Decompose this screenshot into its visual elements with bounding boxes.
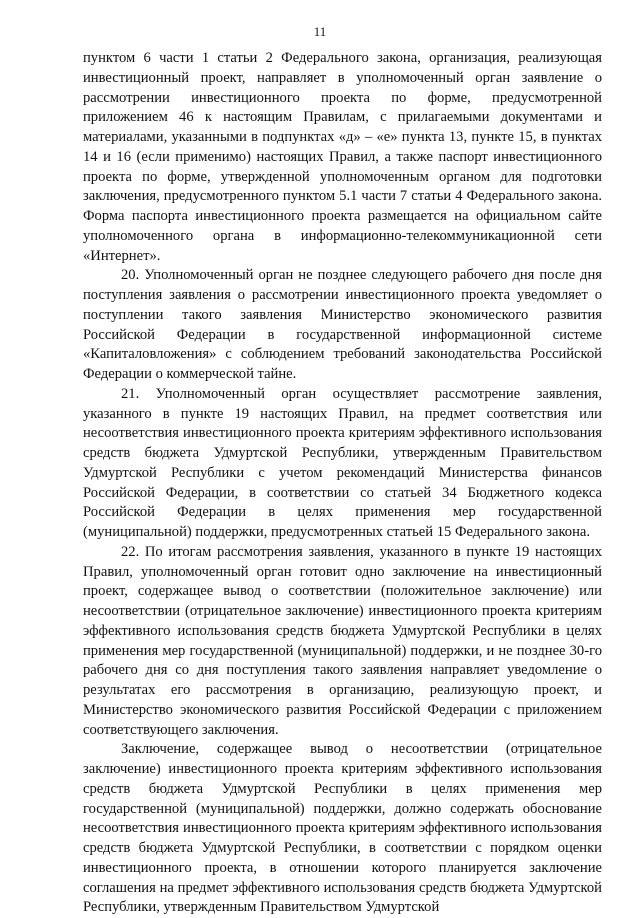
paragraph-22: 22. По итогам рассмотрения заявления, указанного в пункте 19 настоящих Правил, уполномоченный орган готовит одно заключение на инвестиционный проект, содержащее вывод о соответствии (положительное заключение) или несоответствии (отрицательное заключение) инвестиционного проекта критериям эффективного использования средств бюджета Удмуртской Республики в целях применения мер государственной (муниципальной) поддержки, и не позднее 30-го рабочего дня со дня поступления такого заявления направляет уведомление о результатах его рассмотрения в организацию, реализующую проект, и Министерство экономического развития Российской Федерации с приложением соответствующего заключения. (83, 543, 602, 738)
paragraph-continuation: пунктом 6 части 1 статьи 2 Федерального закона, организация, реализующая инвестиционный проект, направляет в уполномоченный орган заявление о рассмотрении инвестиционного проекта по форме, предусмотренной приложением 46 к настоящим Правилам, с прилагаемыми документами и материалами, указанными в подпунктах «д» – «е» пункта 13, пункте 15, в пунктах 14 и 16 (если применимо) настоящих Правил, а также паспорт инвестиционного проекта по форме, утвержденной уполномоченным органом для подготовки заключения, предусмотренного пунктом 5.1 части 7 статьи 4 Федерального закона. Форма паспорта инвестиционного проекта размещается на официальном сайте уполномоченного органа в информационно-телекоммуникационной сети «Интернет». (83, 50, 602, 264)
paragraph-conclusion: Заключение, содержащее вывод о несоответствии (отрицательное заключение) инвестиционного проекта критериям эффективного использования средств бюджета Удмуртской Республики в целях применения мер государственной (муниципальной) поддержки, должно содержать обоснование несоответствия инвестиционного проекта критериям эффективного использования средств бюджета Удмуртской Республики, в соответствии с порядком оценки инвестиционного проекта, в отношении которого планируется заключение соглашения на предмет эффективного использования средств бюджета Удмуртской Республики, утвержденным Правительством Удмуртской (83, 741, 602, 916)
page-number: 11 (313, 24, 327, 39)
document-body (83, 49, 602, 918)
paragraph-20: 20. Уполномоченный орган не позднее следующего рабочего дня после дня поступления заявления о рассмотрении инвестиционного проекта уведомляет о поступлении такого заявления Министерство экономического развития Российской Федерации в государственной информационной системе «Капиталовложения» с соблюдением требований законодательства Российской Федерации о коммерческой тайне. (83, 267, 602, 382)
paragraph-21: 21. Уполномоченный орган осуществляет рассмотрение заявления, указанного в пункте 19 настоящих Правил, на предмет соответствия или несоответствия инвестиционного проекта критериям эффективного использования средств бюджета Удмуртской Республики, утвержденным Правительством Удмуртской Республики с учетом рекомендаций Министерства финансов Российской Федерации, в соответствии со статьей 34 Бюджетного кодекса Российской Федерации в целях применения мер государственной (муниципальной) поддержки, предусмотренных статьей 15 Федерального закона. (83, 385, 602, 540)
